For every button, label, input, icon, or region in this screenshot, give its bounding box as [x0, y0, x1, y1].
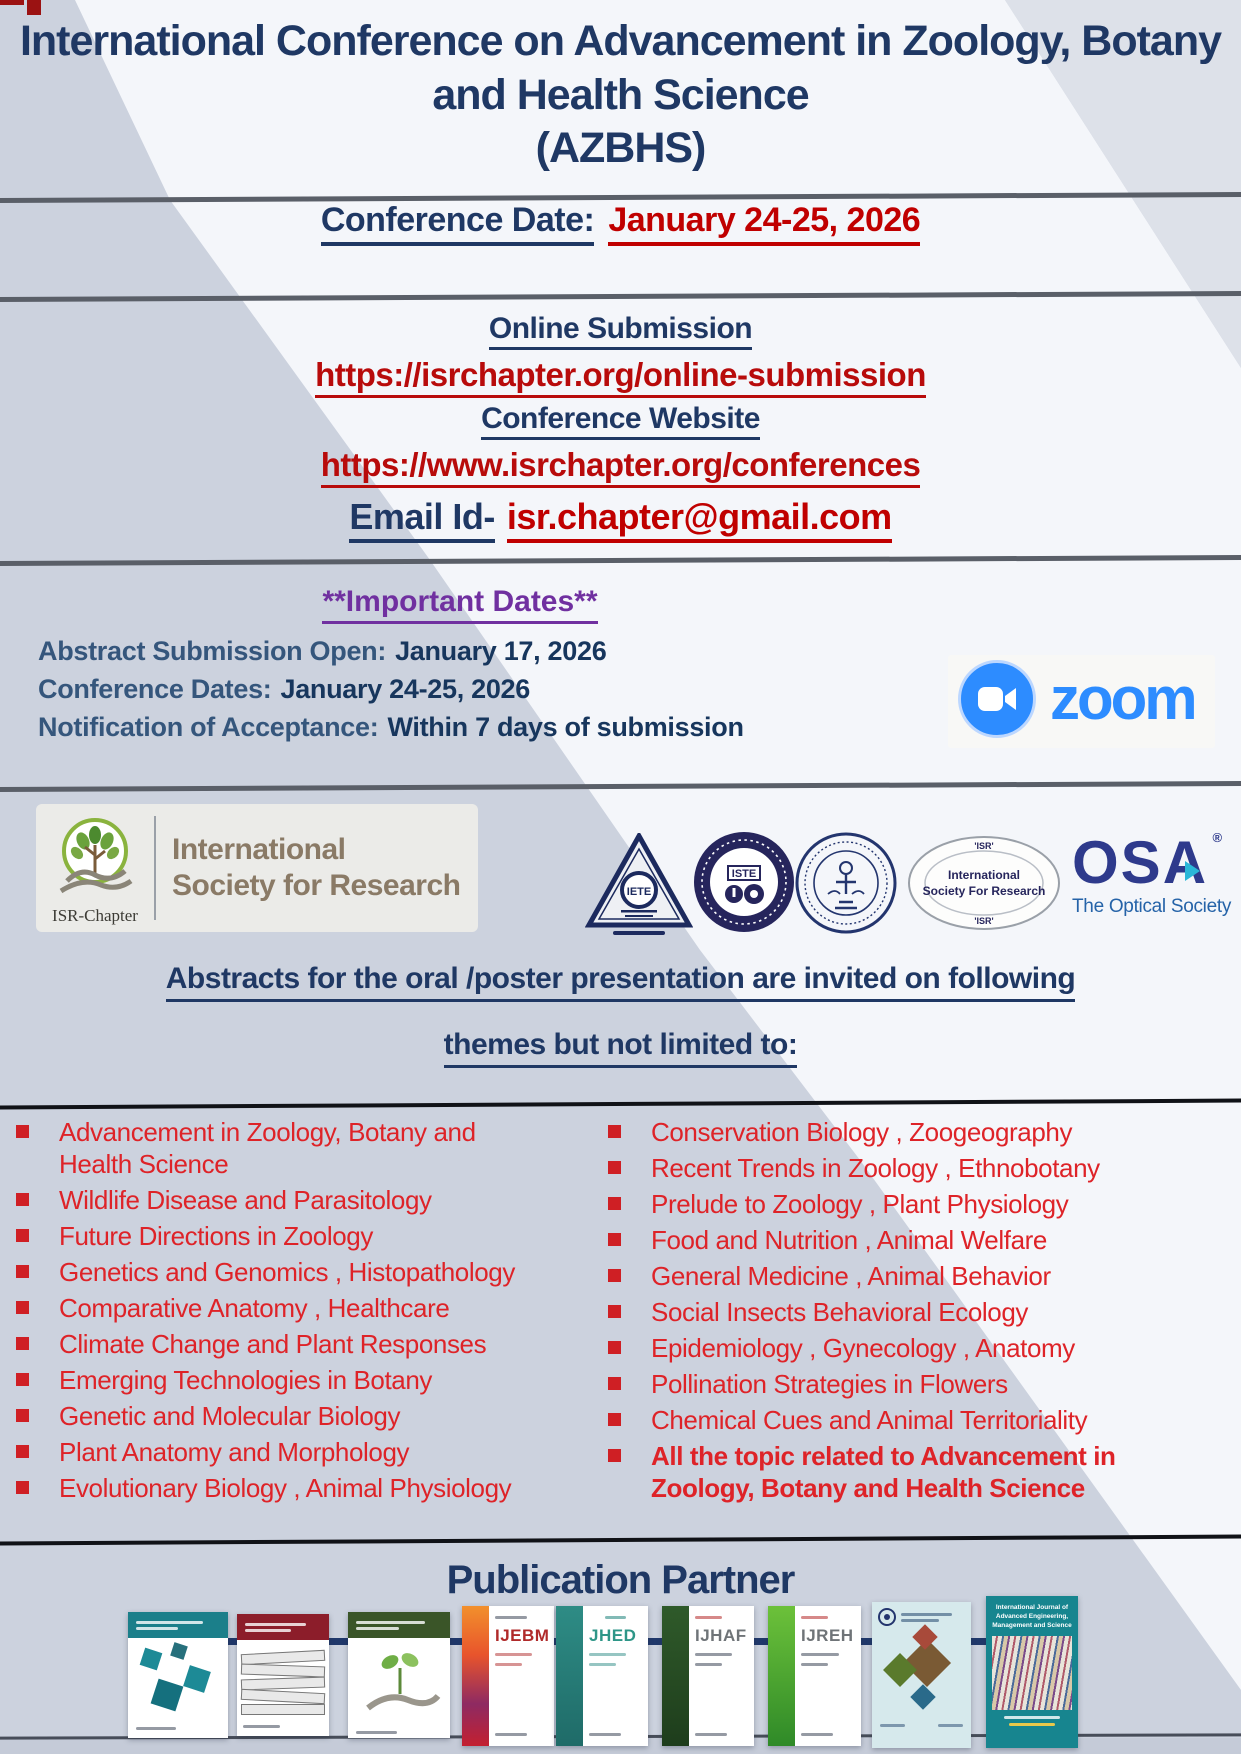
cover-art: [768, 1606, 795, 1746]
isr-chapter-logo: [36, 804, 478, 932]
journal-cover-3: [348, 1612, 450, 1738]
list-item: Social Insects Behavioral Ecology: [608, 1296, 1188, 1328]
email-label: Email Id-: [349, 496, 495, 543]
bullet-icon: [608, 1197, 621, 1210]
bullet-icon: [608, 1269, 621, 1282]
list-item: Future Directions in Zoology: [16, 1220, 546, 1252]
svg-text:Society For Research: Society For Research: [922, 884, 1046, 898]
isr-chapter-label: ISR-Chapter: [52, 905, 138, 925]
isr-oval-logo: [906, 834, 1062, 937]
osa-wordmark: OSA: [1072, 829, 1209, 896]
svg-text:ISTE: ISTE: [731, 868, 757, 880]
publication-partner-heading: Publication Partner: [446, 1558, 795, 1602]
list-item: General Medicine , Animal Behavior: [608, 1260, 1188, 1292]
conference-date-label: Conference Date:: [321, 201, 595, 246]
cover-header: [237, 1614, 329, 1640]
bullet-icon: [608, 1125, 621, 1138]
conference-date-value: January 24-25, 2026: [608, 201, 920, 246]
themes-left-column: [16, 1116, 546, 1504]
cover-art: [556, 1606, 583, 1746]
bullet-icon: [608, 1161, 621, 1174]
journal-title: International Journal of Advanced Engineering, Management and Science: [992, 1604, 1072, 1629]
osa-logo: [1072, 829, 1237, 918]
cover-header: [348, 1612, 450, 1638]
online-submission-link[interactable]: https://isrchapter.org/online-submission: [0, 356, 1241, 394]
bullet-icon: [16, 1193, 29, 1206]
list-item: Conservation Biology , Zoogeography: [608, 1116, 1188, 1148]
osa-subtitle: The Optical Society: [1072, 896, 1232, 917]
email-link[interactable]: isr.chapter@gmail.com: [507, 496, 892, 543]
bullet-icon: [608, 1377, 621, 1390]
cover-art: [128, 1638, 228, 1738]
list-item: Prelude to Zoology , Plant Physiology: [608, 1188, 1188, 1220]
svg-text:IETE: IETE: [626, 886, 652, 898]
divider: [0, 1098, 1241, 1109]
journal-acronym: JHED: [589, 1626, 637, 1645]
list-item: Emerging Technologies in Botany: [16, 1364, 546, 1396]
svg-text:'ISR': 'ISR': [974, 841, 994, 851]
iete-logo: [585, 833, 693, 944]
list-item: Chemical Cues and Animal Territoriality: [608, 1404, 1188, 1436]
bullet-icon: [16, 1265, 29, 1278]
list-item: Pollination Strategies in Flowers: [608, 1368, 1188, 1400]
cover-art: [462, 1606, 489, 1746]
abstracts-heading-line2: themes but not limited to:: [0, 1028, 1241, 1062]
divider: [0, 1534, 1241, 1545]
divider: [0, 781, 1241, 792]
bullet-icon: [16, 1229, 29, 1242]
osa-triangle-icon: [1185, 861, 1200, 881]
cover-art: [237, 1640, 329, 1728]
journal-cover-2: [237, 1614, 329, 1736]
list-item: All the topic related to Advancement in Zoology, Botany and Health Science: [608, 1440, 1188, 1504]
bullet-icon: [16, 1337, 29, 1350]
zoom-wordmark: zoom: [1050, 665, 1195, 732]
bullet-icon: [16, 1125, 29, 1138]
journal-acronym: IJEBM: [495, 1626, 550, 1645]
bullet-icon: [608, 1449, 621, 1462]
list-item: Climate Change and Plant Responses: [16, 1328, 546, 1360]
list-item: Comparative Anatomy , Healthcare: [16, 1292, 546, 1324]
journal-cover-8: [872, 1602, 971, 1748]
svg-text:International: International: [947, 868, 1021, 882]
bullet-icon: [16, 1481, 29, 1494]
journal-cover-9: [986, 1596, 1078, 1748]
important-date-row: Conference Dates: January 24-25, 2026: [38, 674, 530, 704]
abstracts-heading-line1: Abstracts for the oral /poster presentation are invited on following: [0, 962, 1241, 996]
email-line: [0, 496, 1241, 538]
zoom-video-icon: [958, 660, 1036, 738]
bullet-icon: [16, 1301, 29, 1314]
journal-cover-ijreh: [768, 1606, 861, 1746]
cover-art: [992, 1636, 1072, 1710]
important-dates-heading: **Important Dates**: [0, 585, 920, 619]
bullet-icon: [608, 1341, 621, 1354]
divider: [0, 555, 1241, 566]
page-title: International Conference on Advancement in Zoology, Botany and Health Science: [19, 17, 1222, 119]
organizer-name: International Society for Research: [172, 833, 461, 902]
svg-text:'ISR': 'ISR': [974, 916, 994, 926]
divider: [0, 291, 1241, 302]
bullet-icon: [16, 1445, 29, 1458]
zoom-logo: [958, 660, 1195, 738]
journal-acronym: IJREH: [801, 1626, 854, 1645]
bullet-icon: [608, 1233, 621, 1246]
conference-website-link[interactable]: https://www.isrchapter.org/conferences: [0, 446, 1241, 484]
institution-of-engineers-seal: [795, 832, 897, 939]
cover-art: [348, 1638, 450, 1738]
list-item: Evolutionary Biology , Animal Physiology: [16, 1472, 546, 1504]
list-item: Epidemiology , Gynecology , Anatomy: [608, 1332, 1188, 1364]
list-item: Plant Anatomy and Morphology: [16, 1436, 546, 1468]
list-item: Food and Nutrition , Animal Welfare: [608, 1224, 1188, 1256]
corner-mark: [27, 0, 41, 15]
list-item: Genetic and Molecular Biology: [16, 1400, 546, 1432]
journal-cover-1: [128, 1612, 228, 1738]
bullet-icon: [608, 1413, 621, 1426]
cover-art: [872, 1632, 971, 1724]
isr-tree-icon: [36, 811, 154, 926]
important-date-row: Notification of Acceptance: Within 7 days of submission: [38, 712, 744, 742]
cover-header: [128, 1612, 228, 1638]
conference-date-line: [0, 201, 1241, 240]
cover-art: [662, 1606, 689, 1746]
corner-mark: [0, 0, 24, 5]
themes-right-column: [608, 1116, 1188, 1504]
list-item: Advancement in Zoology, Botany and Health Science: [16, 1116, 546, 1180]
list-item: Wildlife Disease and Parasitology: [16, 1184, 546, 1216]
bullet-icon: [16, 1373, 29, 1386]
journal-cover-jhed: [556, 1606, 648, 1746]
conference-acronym: (AZBHS): [535, 124, 706, 172]
list-item: Genetics and Genomics , Histopathology: [16, 1256, 546, 1288]
conference-website-heading: Conference Website: [0, 402, 1241, 436]
journal-cover-ijebm: [462, 1606, 554, 1746]
important-date-row: Abstract Submission Open: January 17, 2026: [38, 636, 607, 666]
bullet-icon: [608, 1305, 621, 1318]
iste-logo: [692, 830, 796, 939]
registered-mark: ®: [1212, 830, 1223, 845]
journal-cover-ijhaf: [662, 1606, 754, 1746]
bullet-icon: [16, 1409, 29, 1422]
list-item: Recent Trends in Zoology , Ethnobotany: [608, 1152, 1188, 1184]
online-submission-heading: Online Submission: [0, 312, 1241, 346]
journal-acronym: IJHAF: [695, 1626, 747, 1645]
